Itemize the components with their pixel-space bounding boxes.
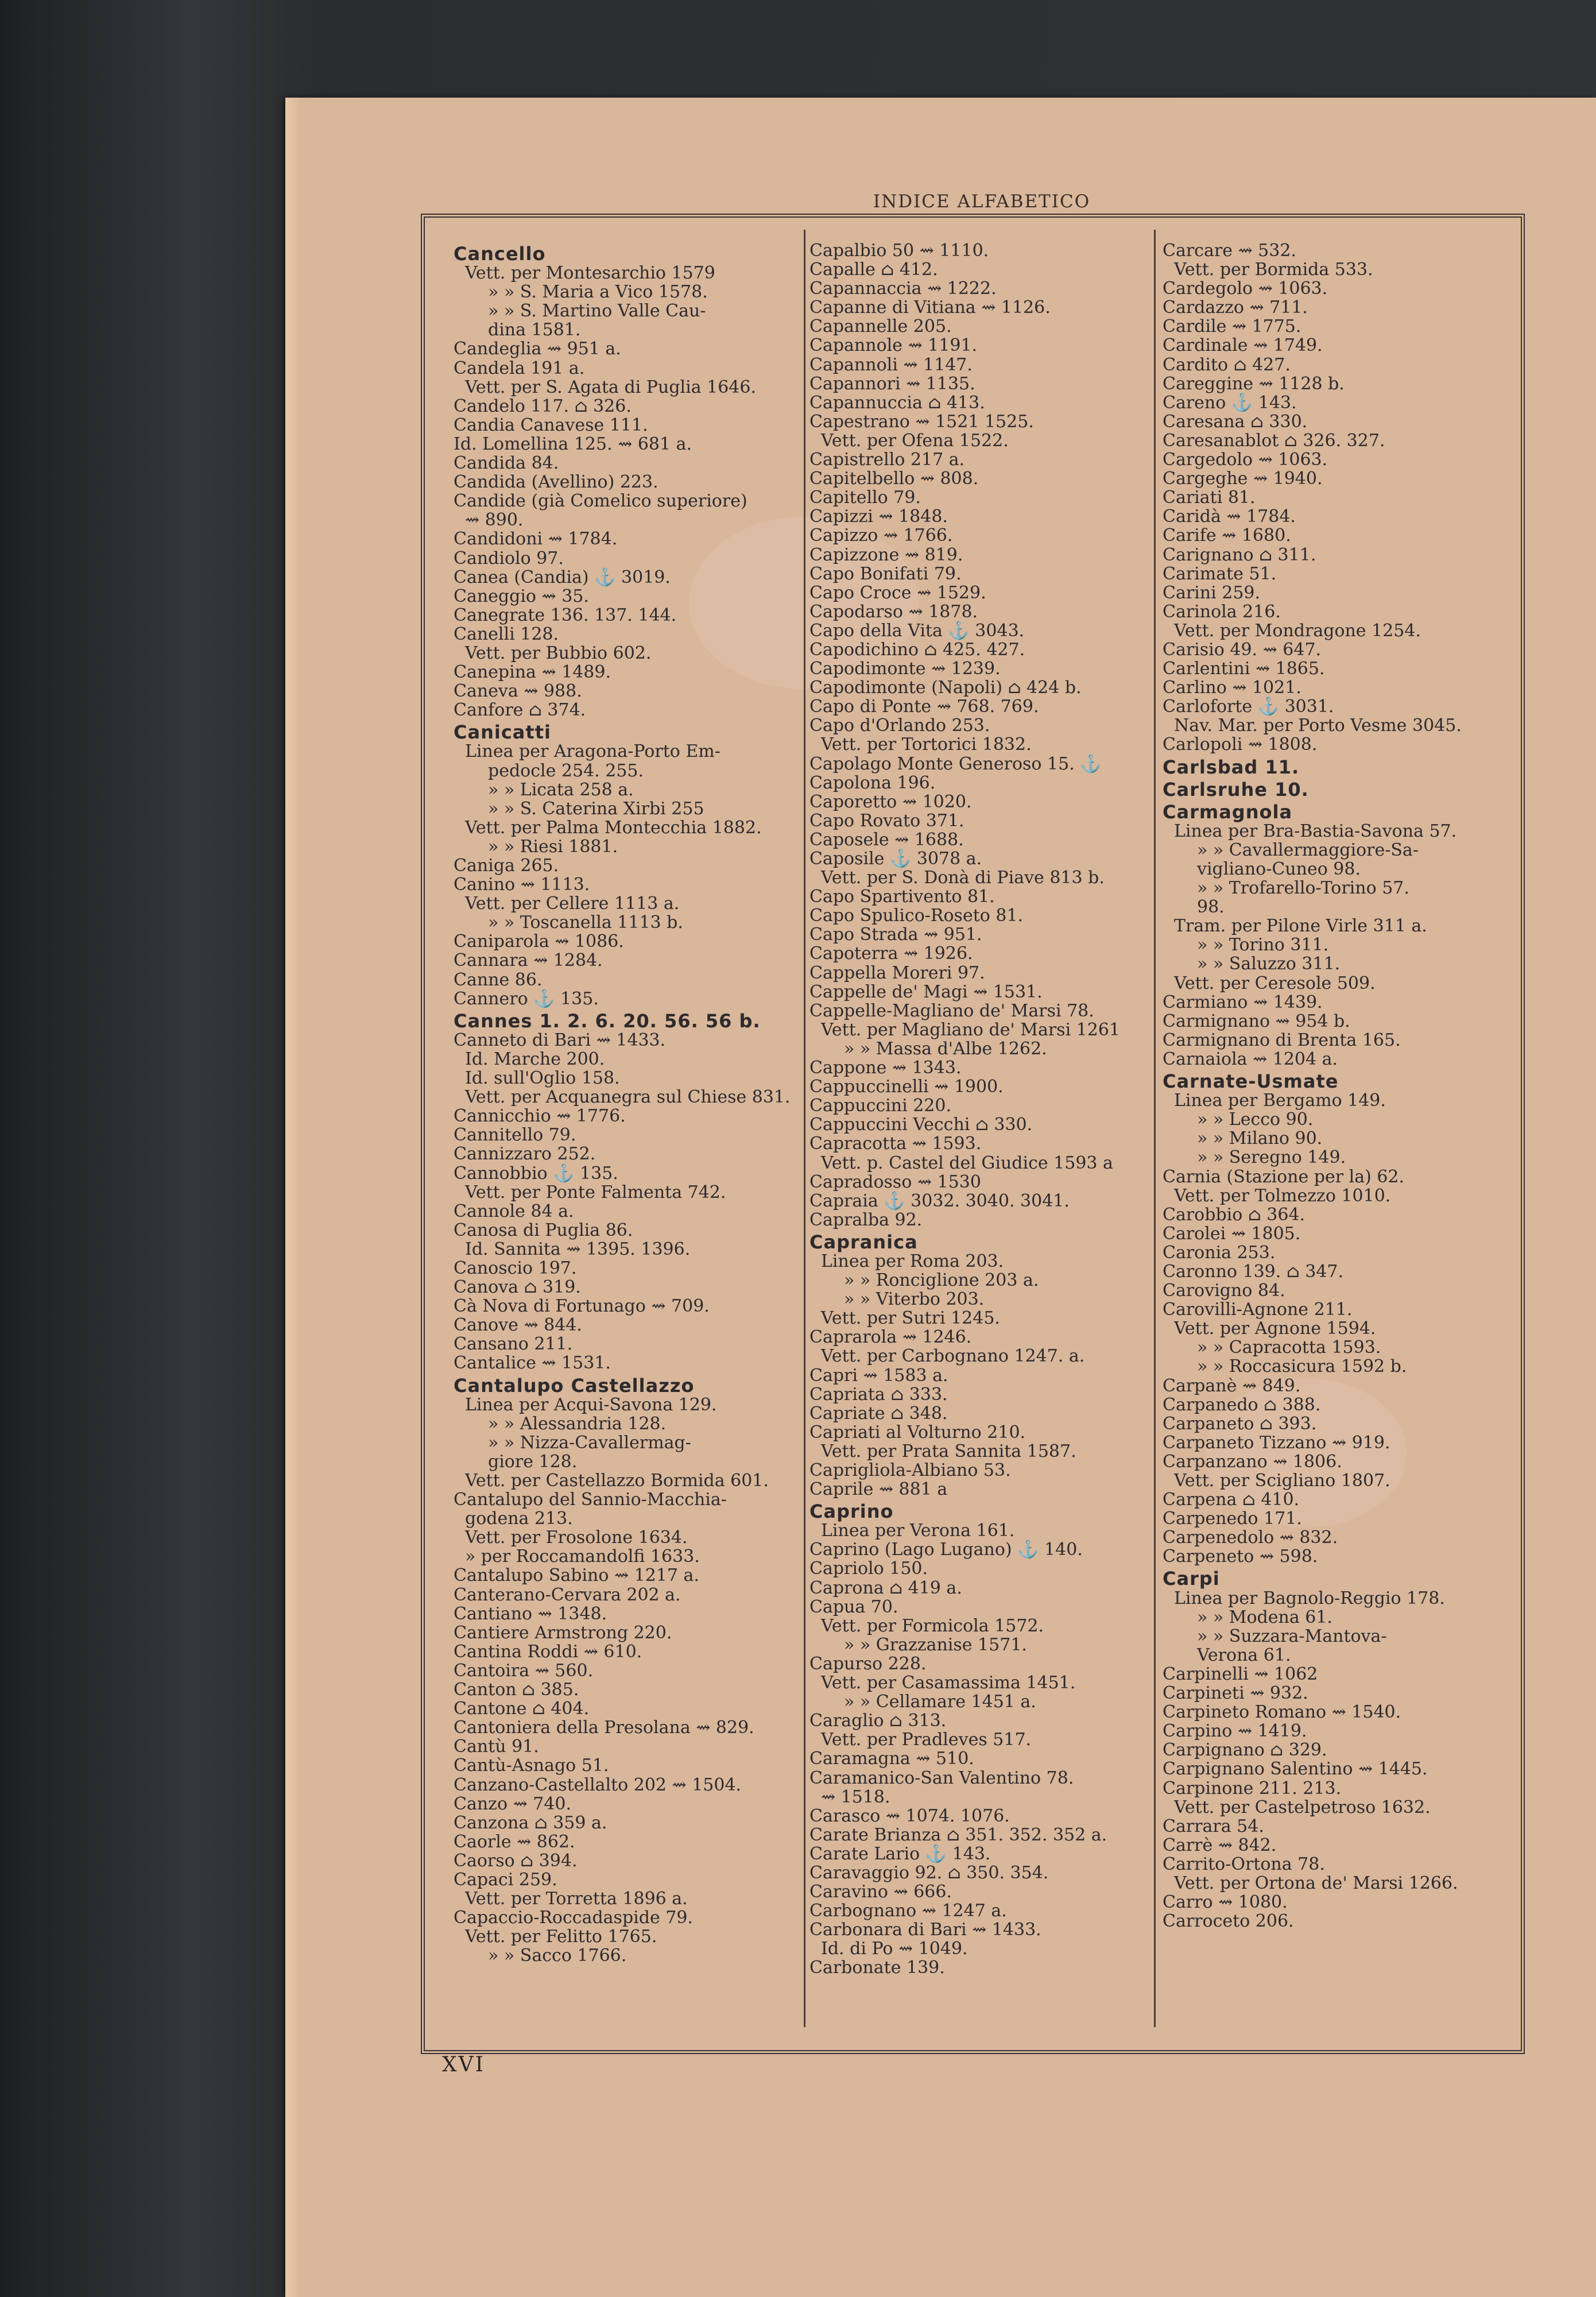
index-entry: Carloforte ⚓ 3031. — [1163, 697, 1334, 717]
index-entry: Capo d'Orlando 253. — [809, 716, 990, 736]
index-entry: Carpaneto Tizzano ⇝ 919. — [1163, 1432, 1390, 1453]
index-entry: Canova ⌂ 319. — [454, 1277, 581, 1298]
index-entry: » » Suzzara-Mantova- — [1197, 1626, 1387, 1646]
index-entry: Capolago Monte Generoso 15. ⚓ — [809, 753, 1102, 774]
index-entry: Vett. per Felitto 1765. — [465, 1927, 657, 1947]
index-entry: Candide (già Comelico superiore) — [454, 491, 747, 512]
index-entry: » » Seregno 149. — [1197, 1147, 1346, 1168]
index-entry: Cantone ⌂ 404. — [454, 1699, 590, 1719]
index-column-1 — [454, 241, 798, 1965]
index-entry: Candeglia ⇝ 951 a. — [454, 339, 621, 359]
index-entry: Tram. per Pilone Virle 311 a. — [1174, 916, 1427, 937]
index-entry: ⇝ 1518. — [821, 1786, 890, 1807]
index-entry: Canneto di Bari ⇝ 1433. — [454, 1030, 666, 1050]
index-entry: Capraia ⚓ 3032. 3040. 3041. — [809, 1190, 1070, 1211]
index-entry: Carroceto 206. — [1163, 1911, 1294, 1932]
index-entry: Carmignano di Brenta 165. — [1163, 1030, 1401, 1050]
index-entry: Vett. per Carbognano 1247. a. — [821, 1346, 1085, 1367]
index-entry: Capo Rovato 371. — [809, 810, 964, 831]
index-entry: Cappella Moreri 97. — [809, 962, 985, 983]
index-heading: Carlsbad 11. — [1163, 756, 1300, 778]
index-entry: Cannero ⚓ 135. — [454, 988, 599, 1009]
index-entry: Canepina ⇝ 1489. — [454, 662, 611, 683]
index-entry: Caresana ⌂ 330. — [1163, 411, 1308, 432]
index-entry: Carpino ⇝ 1419. — [1163, 1721, 1307, 1742]
index-entry: godena 213. — [465, 1509, 573, 1529]
index-entry: Canterano-Cervara 202 a. — [454, 1584, 681, 1605]
index-entry: Capistrello 217 a. — [809, 450, 965, 470]
index-entry: Linea per Bagnolo-Reggio 178. — [1174, 1588, 1445, 1608]
index-entry: » » S. Caterina Xirbi 255 — [488, 798, 704, 819]
index-entry: Vett. per Bormida 533. — [1174, 260, 1373, 280]
index-entry: 98. — [1197, 897, 1225, 918]
index-entry: Canton ⌂ 385. — [454, 1680, 579, 1700]
index-entry: Capri ⇝ 1583 a. — [809, 1365, 948, 1386]
index-entry: Carcare ⇝ 532. — [1163, 241, 1296, 261]
index-entry: Capolona 196. — [809, 772, 936, 793]
index-entry: » » Torino 311. — [1197, 935, 1329, 956]
index-entry: Carpena ⌂ 410. — [1163, 1490, 1300, 1510]
index-entry: Capannelle 205. — [809, 316, 952, 337]
index-entry: Caresanablot ⌂ 326. 327. — [1163, 430, 1385, 451]
index-entry: Carnia (Stazione per la) 62. — [1163, 1166, 1405, 1187]
index-entry: Capizzi ⇝ 1848. — [809, 506, 948, 527]
index-entry: Vett. per Ofena 1522. — [821, 430, 1009, 451]
index-entry: pedocle 254. 255. — [488, 760, 644, 781]
index-entry: Canzona ⌂ 359 a. — [454, 1812, 607, 1833]
index-entry: Cantalupo del Sannio-Macchia- — [454, 1490, 727, 1510]
page-number: XVI — [442, 2053, 485, 2076]
index-entry: Caronno 139. ⌂ 347. — [1163, 1261, 1344, 1282]
index-entry: Carlentini ⇝ 1865. — [1163, 659, 1325, 679]
index-entry: » » Riesi 1881. — [488, 836, 618, 857]
index-entry: Cardinale ⇝ 1749. — [1163, 335, 1323, 356]
index-entry: Linea per Roma 203. — [821, 1251, 1004, 1271]
index-entry: Careggine ⇝ 1128 b. — [1163, 373, 1345, 394]
index-entry: Vett. per Ceresole 509. — [1174, 973, 1376, 993]
index-entry: Vett. per Ortona de' Marsi 1266. — [1174, 1873, 1458, 1893]
index-entry: » » Lecco 90. — [1197, 1109, 1314, 1130]
index-entry: » per Roccamandolfi 1633. — [465, 1546, 700, 1567]
index-entry: Id. Sannita ⇝ 1395. 1396. — [465, 1239, 691, 1259]
index-entry: Cardegolo ⇝ 1063. — [1163, 279, 1328, 299]
index-entry: Candidoni ⇝ 1784. — [454, 529, 618, 550]
index-entry: Capodimonte (Napoli) ⌂ 424 b. — [809, 678, 1082, 698]
index-entry: Canino ⇝ 1113. — [454, 875, 590, 895]
index-entry: Carmiano ⇝ 1439. — [1163, 992, 1323, 1012]
index-entry: Canfore ⌂ 374. — [454, 700, 586, 721]
index-entry: Carasco ⇝ 1074. 1076. — [809, 1805, 1010, 1826]
index-entry: » » Capracotta 1593. — [1197, 1337, 1381, 1358]
index-entry: Caposele ⇝ 1688. — [809, 829, 964, 850]
index-entry: Vett. per Mondragone 1254. — [1174, 620, 1421, 641]
index-entry: Cargedolo ⇝ 1063. — [1163, 450, 1328, 470]
index-entry: Id. Lomellina 125. ⇝ 681 a. — [454, 434, 692, 454]
index-entry: Capo Spulico-Roseto 81. — [809, 906, 1024, 926]
index-heading: Carnate-Usmate — [1163, 1070, 1339, 1093]
index-entry: Carpineti ⇝ 932. — [1163, 1683, 1308, 1704]
index-entry: Carmignano ⇝ 954 b. — [1163, 1011, 1350, 1031]
index-entry: Linea per Bra-Bastia-Savona 57. — [1174, 821, 1457, 841]
index-entry: Id. sull'Oglio 158. — [465, 1068, 620, 1089]
index-heading: Cancello — [454, 243, 546, 265]
index-entry: Caposile ⚓ 3078 a. — [809, 849, 982, 869]
index-entry: Cariati 81. — [1163, 488, 1256, 508]
index-entry: Cantina Roddi ⇝ 610. — [454, 1641, 642, 1662]
index-entry: Caprarola ⇝ 1246. — [809, 1327, 972, 1348]
index-entry: » » Cavallermaggiore-Sa- — [1197, 840, 1419, 860]
index-entry: Carpignano Salentino ⇝ 1445. — [1163, 1759, 1428, 1780]
index-entry: dina 1581. — [488, 320, 581, 341]
index-entry: Linea per Verona 161. — [821, 1521, 1015, 1541]
index-entry: Capo di Ponte ⇝ 768. 769. — [809, 697, 1039, 717]
index-entry: Carbognano ⇝ 1247 a. — [809, 1901, 1007, 1921]
index-entry: Capriolo 150. — [809, 1559, 928, 1579]
index-entry: Caniga 265. — [454, 856, 559, 876]
index-heading: Caprino — [809, 1501, 894, 1523]
index-entry: » » Milano 90. — [1197, 1128, 1323, 1149]
index-entry: Vett. per S. Donà di Piave 813 b. — [821, 868, 1105, 888]
index-entry: Cantiere Armstrong 220. — [454, 1622, 672, 1643]
index-entry: Nav. Mar. per Porto Vesme 3045. — [1174, 716, 1462, 736]
index-entry: Vett. per Montesarchio 1579 — [465, 263, 715, 284]
index-entry: Capodarso ⇝ 1878. — [809, 601, 978, 622]
index-entry: Carpenedolo ⇝ 832. — [1163, 1528, 1338, 1548]
index-column-2 — [809, 241, 1154, 1978]
index-entry: Vett. p. Castel del Giudice 1593 a — [821, 1153, 1113, 1173]
index-entry: Cardito ⌂ 427. — [1163, 354, 1291, 375]
index-entry: » » Nizza-Cavallermag- — [488, 1432, 691, 1453]
index-entry: Capodichino ⌂ 425. 427. — [809, 639, 1025, 660]
index-entry: Vett. per Sutri 1245. — [821, 1308, 1000, 1329]
index-entry: Vett. per Castelpetroso 1632. — [1174, 1797, 1431, 1818]
index-entry: Vett. per Castellazzo Bormida 601. — [465, 1471, 769, 1491]
index-entry: Cannara ⇝ 1284. — [454, 950, 603, 971]
index-entry: Linea per Aragona-Porto Em- — [465, 741, 720, 762]
index-entry: Caneva ⇝ 988. — [454, 681, 582, 702]
index-entry: Vett. per Casamassima 1451. — [821, 1673, 1076, 1693]
index-entry: Carpeneto ⇝ 598. — [1163, 1546, 1318, 1567]
index-entry: Cargeghe ⇝ 1940. — [1163, 469, 1323, 489]
index-entry: Carinola 216. — [1163, 601, 1281, 622]
index-entry: Cantoira ⇝ 560. — [454, 1660, 594, 1681]
index-entry: Carpanè ⇝ 849. — [1163, 1375, 1301, 1396]
page-header: INDICE ALFABETICO — [873, 191, 1091, 212]
index-entry: Vett. per Palma Montecchia 1882. — [465, 817, 762, 838]
index-entry: Cannitello 79. — [454, 1125, 576, 1146]
index-entry: Capriati al Volturno 210. — [809, 1422, 1026, 1443]
index-entry: Carbonara di Bari ⇝ 1433. — [809, 1920, 1041, 1940]
index-entry: Carpineto Romano ⇝ 1540. — [1163, 1702, 1401, 1723]
index-entry: vigliano-Cuneo 98. — [1197, 859, 1361, 879]
index-entry: Candia Canavese 111. — [454, 415, 648, 435]
index-entry: Candela 191 a. — [454, 358, 585, 378]
index-entry: giore 128. — [488, 1451, 578, 1472]
index-entry: Capurso 228. — [809, 1653, 927, 1674]
index-entry: » » Alessandria 128. — [488, 1413, 667, 1434]
index-entry: Cardile ⇝ 1775. — [1163, 316, 1301, 337]
index-entry: Carpanzano ⇝ 1806. — [1163, 1451, 1342, 1472]
index-entry: Caniparola ⇝ 1086. — [454, 931, 624, 952]
index-entry: Carpinone 211. 213. — [1163, 1778, 1342, 1799]
index-entry: Carolei ⇝ 1805. — [1163, 1223, 1301, 1244]
index-entry: Vett. per Frosolone 1634. — [465, 1528, 688, 1548]
index-entry: Capradosso ⇝ 1530 — [809, 1171, 981, 1192]
index-entry: Carlopoli ⇝ 1808. — [1163, 734, 1318, 755]
index-entry: Caorso ⌂ 394. — [454, 1850, 578, 1871]
index-heading: Canicatti — [454, 721, 551, 744]
index-entry: Linea per Bergamo 149. — [1174, 1091, 1386, 1111]
index-entry: Capannoli ⇝ 1147. — [809, 354, 973, 375]
index-entry: Verona 61. — [1197, 1645, 1291, 1665]
index-entry: Vett. per Tortorici 1832. — [821, 734, 1032, 755]
index-entry: Capanne di Vitiana ⇝ 1126. — [809, 297, 1051, 318]
index-entry: Caravaggio 92. ⌂ 350. 354. — [809, 1862, 1049, 1883]
index-entry: Capo Strada ⇝ 951. — [809, 925, 982, 945]
page-edge — [285, 98, 301, 2297]
index-entry: » » Ronciglione 203 a. — [844, 1270, 1039, 1291]
index-entry: Caporetto ⇝ 1020. — [809, 791, 972, 812]
index-entry: Caronia 253. — [1163, 1242, 1276, 1263]
index-entry: Vett. per Agnone 1594. — [1174, 1318, 1376, 1339]
index-entry: Vett. per Tolmezzo 1010. — [1174, 1185, 1391, 1206]
index-entry: » » Sacco 1766. — [488, 1946, 627, 1966]
index-entry: Capitello 79. — [809, 488, 921, 508]
index-entry: Capo Croce ⇝ 1529. — [809, 582, 986, 603]
index-entry: Capannole ⇝ 1191. — [809, 335, 978, 356]
index-entry: Cannobbio ⚓ 135. — [454, 1163, 618, 1184]
index-entry: Caramanico-San Valentino 78. — [809, 1768, 1074, 1788]
index-entry: Carrè ⇝ 842. — [1163, 1835, 1277, 1855]
index-entry: Carimate 51. — [1163, 563, 1277, 584]
index-entry: Cappuccinelli ⇝ 1900. — [809, 1077, 1004, 1097]
index-entry: » » S. Maria a Vico 1578. — [488, 282, 708, 303]
index-entry: Candiolo 97. — [454, 548, 564, 569]
index-entry: Vett. per Magliano de' Marsi 1261 — [821, 1019, 1121, 1040]
index-entry: Cannicchio ⇝ 1776. — [454, 1106, 626, 1127]
index-entry: Careno ⚓ 143. — [1163, 392, 1297, 413]
index-entry: Cappelle de' Magi ⇝ 1531. — [809, 981, 1043, 1002]
index-entry: Carobbio ⌂ 364. — [1163, 1204, 1306, 1225]
index-entry: Carpanedo ⌂ 388. — [1163, 1394, 1321, 1415]
index-entry: Carpaneto ⌂ 393. — [1163, 1413, 1317, 1434]
index-entry: Capannaccia ⇝ 1222. — [809, 279, 997, 299]
index-entry: » » Saluzzo 311. — [1197, 954, 1341, 975]
index-entry: Carignano ⌂ 311. — [1163, 544, 1316, 565]
index-entry: Cantalice ⇝ 1531. — [454, 1353, 611, 1374]
index-entry: Cantoniera della Presolana ⇝ 829. — [454, 1718, 754, 1738]
index-entry: Capalle ⌂ 412. — [809, 260, 938, 280]
index-entry: Vett. per Torretta 1896 a. — [465, 1889, 688, 1909]
index-heading: Cantalupo Castellazzo — [454, 1374, 695, 1397]
index-entry: Candelo 117. ⌂ 326. — [454, 396, 632, 416]
index-entry: Capizzo ⇝ 1766. — [809, 525, 953, 546]
index-entry: Capo della Vita ⚓ 3043. — [809, 620, 1025, 641]
index-entry: Canove ⇝ 844. — [454, 1315, 582, 1336]
index-entry: Vett. per Scigliano 1807. — [1174, 1471, 1390, 1491]
index-entry: Vett. per Pradleves 517. — [821, 1730, 1032, 1750]
index-entry: Caprona ⌂ 419 a. — [809, 1577, 962, 1598]
index-entry: Caorle ⇝ 862. — [454, 1831, 575, 1852]
index-entry: Carisio 49. ⇝ 647. — [1163, 639, 1322, 660]
index-entry: Vett. per Cellere 1113 a. — [465, 894, 680, 914]
index-entry: Carpinelli ⇝ 1062 — [1163, 1664, 1318, 1684]
index-entry: Cantalupo Sabino ⇝ 1217 a. — [454, 1565, 699, 1586]
index-entry: » » Roccasicura 1592 b. — [1197, 1356, 1407, 1377]
index-entry: Cantù-Asnago 51. — [454, 1755, 609, 1776]
index-entry: Caprigliola-Albiano 53. — [809, 1460, 1011, 1480]
index-entry: Capralba 92. — [809, 1209, 923, 1230]
column-divider — [804, 230, 805, 2027]
index-entry: Carbonate 139. — [809, 1958, 945, 1978]
index-entry: Capua 70. — [809, 1596, 898, 1617]
index-entry: Cappuccini 220. — [809, 1096, 952, 1116]
index-entry: Capodimonte ⇝ 1239. — [809, 659, 1001, 679]
index-entry: Carate Lario ⚓ 143. — [809, 1843, 991, 1864]
index-entry: Carife ⇝ 1680. — [1163, 525, 1291, 546]
index-entry: Carrito-Ortona 78. — [1163, 1854, 1325, 1874]
index-entry: Cantiano ⇝ 1348. — [454, 1603, 607, 1624]
index-heading: Cannes 1. 2. 6. 20. 56. 56 b. — [454, 1010, 761, 1032]
index-entry: Capo Spartivento 81. — [809, 887, 995, 907]
index-heading: Carmagnola — [1163, 801, 1293, 823]
index-entry: Carovilli-Agnone 211. — [1163, 1300, 1353, 1320]
index-entry: Canne 86. — [454, 969, 543, 990]
index-entry: Cà Nova di Fortunago ⇝ 709. — [454, 1296, 710, 1317]
index-entry: Capestrano ⇝ 1521 1525. — [809, 411, 1034, 432]
index-entry: Caprile ⇝ 881 a — [809, 1479, 948, 1500]
index-heading: Carpi — [1163, 1568, 1220, 1590]
index-entry: Carpenedo 171. — [1163, 1509, 1302, 1529]
index-entry: Canoscio 197. — [454, 1258, 577, 1278]
index-entry: Capoterra ⇝ 1926. — [809, 943, 973, 964]
index-entry: Capo Bonifati 79. — [809, 563, 962, 584]
index-entry: Caprino (Lago Lugano) ⚓ 140. — [809, 1540, 1083, 1560]
index-entry: » » Licata 258 a. — [488, 779, 634, 800]
index-entry: Caraglio ⌂ 313. — [809, 1711, 947, 1731]
index-heading: Carlsruhe 10. — [1163, 778, 1309, 801]
index-entry: Capalbio 50 ⇝ 1110. — [809, 241, 989, 261]
index-entry: Canea (Candia) ⚓ 3019. — [454, 567, 671, 587]
index-entry: Caramagna ⇝ 510. — [809, 1749, 974, 1769]
index-entry: Canzo ⇝ 740. — [454, 1793, 572, 1814]
index-entry: Cannizzaro 252. — [454, 1144, 596, 1165]
index-entry: Carate Brianza ⌂ 351. 352. 352 a. — [809, 1824, 1107, 1845]
index-entry: Linea per Acqui-Savona 129. — [465, 1394, 717, 1415]
index-entry: Capannuccia ⌂ 413. — [809, 392, 985, 413]
index-entry: Capriate ⌂ 348. — [809, 1403, 948, 1424]
index-entry: Carpignano ⌂ 329. — [1163, 1740, 1327, 1761]
index-entry: » » Cellamare 1451 a. — [844, 1692, 1036, 1712]
index-entry: » » Trofarello-Torino 57. — [1197, 878, 1409, 899]
index-entry: Capriata ⌂ 333. — [809, 1384, 948, 1405]
index-entry: » » Viterbo 203. — [844, 1289, 985, 1310]
index-entry: Capizzone ⇝ 819. — [809, 544, 963, 565]
index-entry: » » Toscanella 1113 b. — [488, 912, 683, 933]
index-entry: Cappone ⇝ 1343. — [809, 1058, 962, 1078]
index-entry: Caneggio ⇝ 35. — [454, 586, 589, 606]
index-entry: Vett. per S. Agata di Puglia 1646. — [465, 377, 757, 397]
index-entry: Id. di Po ⇝ 1049. — [821, 1939, 968, 1959]
index-entry: Cantù 91. — [454, 1737, 539, 1757]
index-entry: Vett. per Acquanegra sul Chiese 831. — [465, 1087, 791, 1108]
index-entry: Vett. per Formicola 1572. — [821, 1615, 1044, 1636]
index-entry: » » Massa d'Albe 1262. — [844, 1038, 1047, 1059]
index-column-3 — [1163, 241, 1507, 1931]
index-entry: Cappuccini Vecchi ⌂ 330. — [809, 1115, 1033, 1135]
index-heading: Capranica — [809, 1231, 918, 1253]
index-entry: Candida 84. — [454, 453, 559, 474]
index-entry: Cappelle-Magliano de' Marsi 78. — [809, 1000, 1094, 1021]
index-entry: Carovigno 84. — [1163, 1281, 1285, 1301]
index-entry: Carlino ⇝ 1021. — [1163, 678, 1301, 698]
index-entry: Carini 259. — [1163, 582, 1261, 603]
index-entry: » » Grazzanise 1571. — [844, 1634, 1027, 1655]
index-entry: Vett. per Prata Sannita 1587. — [821, 1441, 1076, 1461]
index-entry: Canosa di Puglia 86. — [454, 1220, 633, 1240]
index-entry: Capracotta ⇝ 1593. — [809, 1134, 982, 1154]
index-entry: Cardazzo ⇝ 711. — [1163, 297, 1308, 318]
index-entry: Cansano 211. — [454, 1334, 573, 1355]
column-divider — [1154, 230, 1156, 2027]
index-entry: Id. Marche 200. — [465, 1049, 605, 1069]
index-entry: » » Modena 61. — [1197, 1607, 1332, 1627]
index-entry: Vett. per Bubbio 602. — [465, 643, 652, 663]
index-entry: Caridà ⇝ 1784. — [1163, 506, 1296, 527]
index-entry: ⇝ 890. — [465, 510, 524, 531]
index-entry: Carnaiola ⇝ 1204 a. — [1163, 1049, 1338, 1069]
index-entry: Candida (Avellino) 223. — [454, 472, 658, 493]
index-entry: Capaccio-Roccadaspide 79. — [454, 1908, 693, 1928]
index-entry: Capaci 259. — [454, 1869, 557, 1890]
index-entry: Vett. per Ponte Falmenta 742. — [465, 1182, 726, 1202]
index-entry: Canelli 128. — [454, 624, 559, 644]
index-entry: Carro ⇝ 1080. — [1163, 1892, 1288, 1913]
index-entry: Capannori ⇝ 1135. — [809, 373, 975, 394]
index-entry: Capitelbello ⇝ 808. — [809, 469, 979, 489]
index-entry: Cannole 84 a. — [454, 1201, 574, 1221]
index-entry: » » S. Martino Valle Cau- — [488, 301, 706, 322]
index-entry: Canegrate 136. 137. 144. — [454, 605, 677, 625]
index-entry: Caravino ⇝ 666. — [809, 1882, 952, 1902]
index-entry: Canzano-Castellalto 202 ⇝ 1504. — [454, 1774, 742, 1795]
index-entry: Carrara 54. — [1163, 1816, 1264, 1836]
